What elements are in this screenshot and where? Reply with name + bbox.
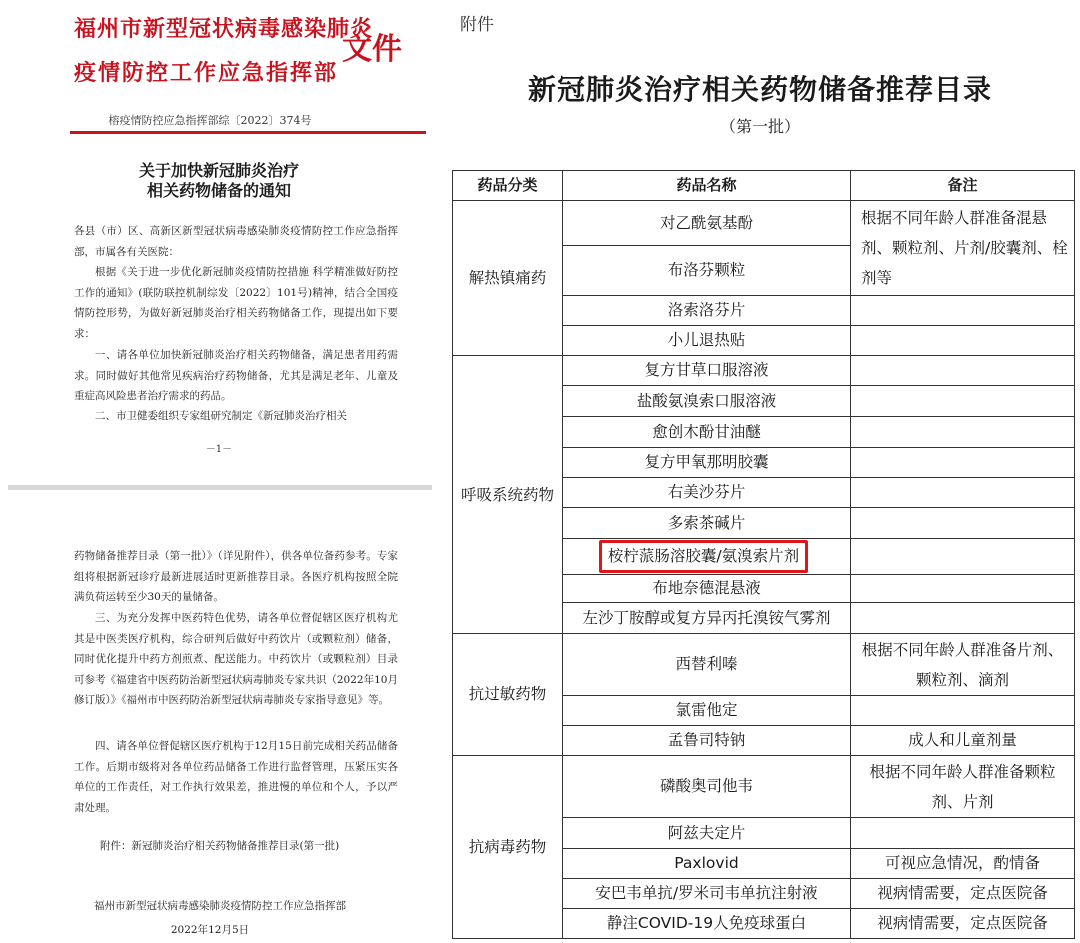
paragraph: 四、请各单位督促辖区医疗机构于12月15日前完成相关药品储备工作。后期市级将对各单位药品储备工作进行监督管理，压紧压实各单位的工作责任，对工作执行效果差，推进慢的单位和个人，予以严肃处理。 (74, 740, 398, 814)
document-number: 榕疫情防控应急指挥部综〔2022〕374号 (108, 114, 312, 127)
column-header: 药品名称 (563, 171, 851, 201)
drug-note (851, 356, 1075, 386)
drug-name: 布洛芬颗粒 (563, 246, 851, 296)
drug-name: 复方甘草口服溶液 (563, 356, 851, 386)
red-divider (70, 131, 426, 134)
highlight-box: 桉柠蒎肠溶胶囊/氨溴索片剂 (599, 540, 808, 573)
column-header: 备注 (851, 171, 1075, 201)
drug-name: 左沙丁胺醇或复方异丙托溴铵气雾剂 (563, 603, 851, 634)
drug-note: 根据不同年龄人群准备混悬剂、颗粒剂、片剂/胶囊剂、栓剂等 (851, 201, 1075, 296)
issuer-name-line1: 福州市新型冠状病毒感染肺炎 (74, 16, 374, 42)
table-row (453, 356, 1075, 386)
drug-name: 静注COVID-19人免疫球蛋白 (563, 909, 851, 939)
drug-name-highlighted (563, 539, 851, 575)
issue-date: 2022年12月5日 (170, 924, 250, 936)
table-row (453, 756, 1075, 818)
notice-title-line1: 关于加快新冠肺炎治疗 (138, 161, 299, 180)
issuer-name-line2: 疫情防控工作应急指挥部 (74, 60, 339, 86)
drug-name: 复方甲氧那明胶囊 (563, 448, 851, 478)
page-number: －1－ (205, 444, 233, 455)
drug-name: 对乙酰氨基酚 (563, 201, 851, 246)
paragraph: 三、为充分发挥中医药特色优势，请各单位督促辖区医疗机构尤其是中医类医疗机构，综合研判后做好中药饮片（或颗粒剂）储备，同时优化提升中药方剂煎煮、配送能力。中药饮片（或颗粒剂）目录可参考《福建省中医药防治新型冠状病毒肺炎专家共识（2022年10月修订版）》《福州市中医药防治新型冠状病毒肺炎专家指导意见》等。 (74, 612, 398, 706)
drug-name: 阿兹夫定片 (563, 818, 851, 849)
column-header: 药品分类 (453, 171, 563, 201)
drug-note (851, 448, 1075, 478)
drug-note (851, 478, 1075, 508)
drug-category: 抗过敏药物 (453, 634, 563, 756)
table-row (453, 634, 1075, 696)
drug-note (851, 508, 1075, 539)
drug-name: 孟鲁司特钠 (563, 726, 851, 756)
table-header-row (453, 171, 1075, 201)
drug-note (851, 818, 1075, 849)
notice-document (0, 0, 438, 943)
drug-note (851, 296, 1075, 326)
drug-table (452, 170, 1075, 939)
drug-note (851, 575, 1075, 603)
paragraph: 药物储备推荐目录（第一批）》（详见附件），供各单位备药参考。专家组将根据新冠诊疗最新进展适时更新推荐目录。各医疗机构按照全院满负荷运转至少30天的量储备。 (74, 550, 398, 603)
drug-name: 盐酸氨溴索口服溶液 (563, 386, 851, 417)
drug-category: 解热镇痛药 (453, 201, 563, 356)
catalog-title: 新冠肺炎治疗相关药物储备推荐目录 (527, 73, 992, 106)
notice-title-line2: 相关药物储备的通知 (146, 181, 291, 200)
paragraph: 一、请各单位加快新冠肺炎治疗相关药物储备，满足患者用药需求。同时做好其他常见疾病治疗药物储备，尤其是满足老年、儿童及重症高风险患者治疗需求的药品。 (74, 349, 398, 402)
drug-name: 多索茶碱片 (563, 508, 851, 539)
drug-note: 可视应急情况，酌情备 (851, 849, 1075, 879)
drug-note (851, 696, 1075, 726)
document-mark: 文件 (342, 32, 402, 67)
paragraph: 根据《关于进一步优化新冠肺炎疫情防控措施 科学精准做好防控工作的通知》(联防联控机制综发〔2022〕101号)精神，结合全国疫情防控形势，为做好新冠肺炎治疗相关药物储备工作，现提出如下要求： (74, 266, 398, 340)
attachment-document (440, 0, 1080, 943)
drug-note: 根据不同年龄人群准备片剂、颗粒剂、滴剂 (851, 634, 1075, 696)
attachment-label: 附件 (460, 15, 494, 35)
paragraph: 二、市卫健委组织专家组研究制定《新冠肺炎治疗相关 (95, 410, 347, 422)
page-separator (8, 485, 432, 490)
drug-name: 氯雷他定 (563, 696, 851, 726)
drug-note: 成人和儿童剂量 (851, 726, 1075, 756)
paragraph: 各县（市）区、高新区新型冠状病毒感染肺炎疫情防控工作应急指挥部，市属各有关医院： (74, 225, 398, 258)
drug-note (851, 417, 1075, 448)
drug-name: 布地奈德混悬液 (563, 575, 851, 603)
drug-note (851, 603, 1075, 634)
drug-note: 根据不同年龄人群准备颗粒剂、片剂 (851, 756, 1075, 818)
attachment-note: 附件：新冠肺炎治疗相关药物储备推荐目录(第一批) (100, 840, 340, 852)
table-row (453, 201, 1075, 246)
catalog-subtitle: （第一批） (719, 117, 800, 136)
drug-name: 西替利嗪 (563, 634, 851, 696)
drug-category: 呼吸系统药物 (453, 356, 563, 634)
drug-name: 右美沙芬片 (563, 478, 851, 508)
drug-note: 视病情需要，定点医院备 (851, 909, 1075, 939)
drug-name: 洛索洛芬片 (563, 296, 851, 326)
drug-name: 小儿退热贴 (563, 326, 851, 356)
signature: 福州市新型冠状病毒感染肺炎疫情防控工作应急指挥部 (94, 900, 346, 912)
drug-category: 抗病毒药物 (453, 756, 563, 939)
drug-name: 愈创木酚甘油醚 (563, 417, 851, 448)
drug-name: 磷酸奥司他韦 (563, 756, 851, 818)
drug-note (851, 386, 1075, 417)
drug-name: 安巴韦单抗/罗米司韦单抗注射液 (563, 879, 851, 909)
drug-name: Paxlovid (563, 849, 851, 879)
drug-note: 视病情需要，定点医院备 (851, 879, 1075, 909)
drug-note (851, 326, 1075, 356)
drug-note (851, 539, 1075, 575)
